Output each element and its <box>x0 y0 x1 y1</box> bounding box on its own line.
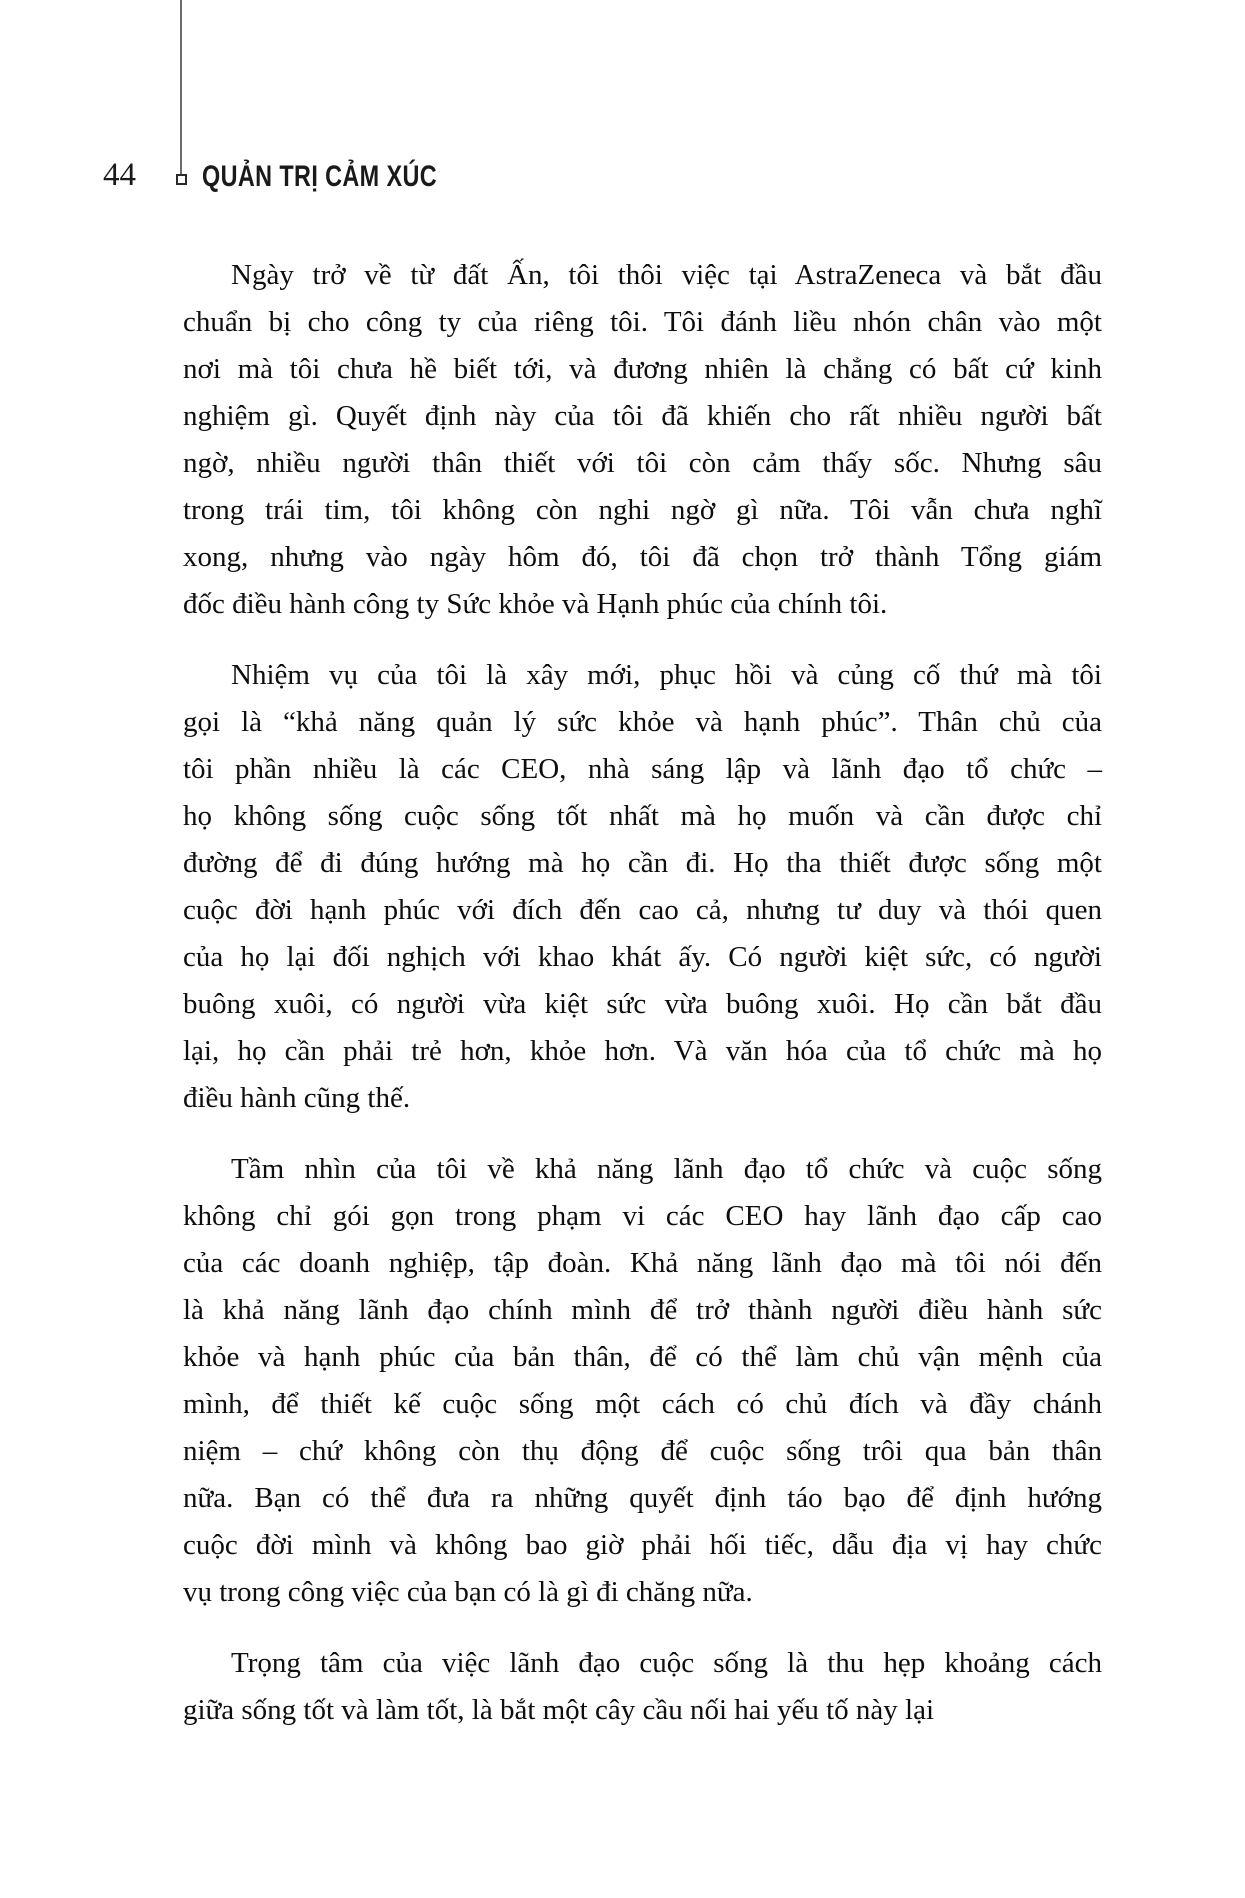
text-line: giữa sống tốt và làm tốt, là bắt một cây cầu nối hai yếu tố này lại <box>183 1694 934 1726</box>
text-line: nơi mà tôi chưa hề biết tới, và đương nhiên là chẳng có bất cứ kinh <box>183 353 1102 385</box>
text-line: Trọng tâm của việc lãnh đạo cuộc sống là thu hẹp khoảng cách <box>231 1647 1102 1679</box>
paragraph <box>183 652 1102 1122</box>
text-line: khỏe và hạnh phúc của bản thân, để có thể làm chủ vận mệnh của <box>183 1341 1102 1373</box>
text-line: của họ lại đối nghịch với khao khát ấy. Có người kiệt sức, có người <box>183 941 1102 973</box>
text-line: là khả năng lãnh đạo chính mình để trở thành người điều hành sức <box>183 1294 1102 1326</box>
text-line: trong trái tim, tôi không còn nghi ngờ gì nữa. Tôi vẫn chưa nghĩ <box>183 494 1102 526</box>
text-line: đốc điều hành công ty Sức khỏe và Hạnh phúc của chính tôi. <box>183 588 888 620</box>
paragraph <box>183 1146 1102 1616</box>
paragraph <box>183 252 1102 628</box>
paragraph <box>183 1640 1102 1734</box>
text-line: lại, họ cần phải trẻ hơn, khỏe hơn. Và văn hóa của tổ chức mà họ <box>183 1035 1102 1067</box>
header-vertical-rule <box>180 0 182 175</box>
text-line: gọi là “khả năng quản lý sức khỏe và hạnh phúc”. Thân chủ của <box>183 706 1102 738</box>
text-line: họ không sống cuộc sống tốt nhất mà họ muốn và cần được chỉ <box>183 800 1102 832</box>
page-number: 44 <box>103 157 136 193</box>
text-line: của các doanh nghiệp, tập đoàn. Khả năng lãnh đạo mà tôi nói đến <box>183 1247 1102 1279</box>
text-line: vụ trong công việc của bạn có là gì đi chăng nữa. <box>183 1576 753 1608</box>
text-line: Ngày trở về từ đất Ấn, tôi thôi việc tại AstraZeneca và bắt đầu <box>231 259 1102 291</box>
text-line: điều hành cũng thế. <box>183 1082 411 1114</box>
text-line: không chỉ gói gọn trong phạm vi các CEO hay lãnh đạo cấp cao <box>183 1200 1102 1232</box>
text-line: buông xuôi, có người vừa kiệt sức vừa buông xuôi. Họ cần bắt đầu <box>183 988 1102 1020</box>
text-line: niệm – chứ không còn thụ động để cuộc sống trôi qua bản thân <box>183 1435 1102 1467</box>
text-line: cuộc đời hạnh phúc với đích đến cao cả, nhưng tư duy và thói quen <box>183 894 1102 926</box>
text-line: chuẩn bị cho công ty của riêng tôi. Tôi đánh liều nhón chân vào một <box>183 306 1102 338</box>
text-line: Nhiệm vụ của tôi là xây mới, phục hồi và củng cố thứ mà tôi <box>231 659 1102 691</box>
text-line: xong, nhưng vào ngày hôm đó, tôi đã chọn trở thành Tổng giám <box>183 541 1102 573</box>
body-text-block <box>183 252 1102 1734</box>
header-rule-square-marker <box>176 174 187 185</box>
text-line: cuộc đời mình và không bao giờ phải hối tiếc, dẫu địa vị hay chức <box>183 1529 1102 1561</box>
text-line: ngờ, nhiều người thân thiết với tôi còn cảm thấy sốc. Nhưng sâu <box>183 447 1102 479</box>
text-line: nghiệm gì. Quyết định này của tôi đã khiến cho rất nhiều người bất <box>183 400 1102 432</box>
running-head-title: QUẢN TRỊ CẢM XÚC <box>202 160 438 193</box>
text-line: nữa. Bạn có thể đưa ra những quyết định táo bạo để định hướng <box>183 1482 1102 1514</box>
text-line: đường để đi đúng hướng mà họ cần đi. Họ tha thiết được sống một <box>183 847 1102 879</box>
text-line: mình, để thiết kế cuộc sống một cách có chủ đích và đầy chánh <box>183 1388 1102 1420</box>
text-line: tôi phần nhiều là các CEO, nhà sáng lập và lãnh đạo tổ chức – <box>183 753 1102 785</box>
text-line: Tầm nhìn của tôi về khả năng lãnh đạo tổ chức và cuộc sống <box>231 1153 1102 1185</box>
